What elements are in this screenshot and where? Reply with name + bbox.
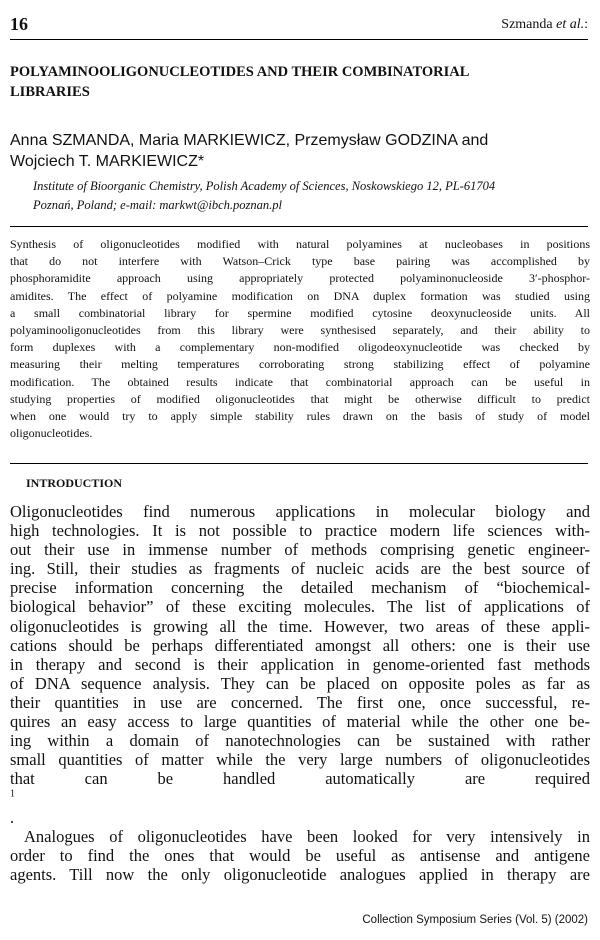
body-line: ing within a domain of nanotechnologies can be sustained with rather	[10, 731, 590, 751]
running-head	[10, 14, 588, 38]
paper-title	[10, 62, 590, 102]
body-line: precise information concerning the detailed mechanism of “biochemical-	[10, 578, 590, 598]
body-line: Oligonucleotides find numerous applications in molecular biology and	[10, 502, 590, 521]
affiliation-line: Institute of Bioorganic Chemistry, Polish Academy of Sciences, Noskowskiego 12, PL-61704	[33, 179, 496, 193]
abstract-line: measuring their melting temperatures corroborating strong stabilizing effect of polyamine	[10, 357, 590, 372]
abstract	[10, 236, 590, 442]
abstract-line: amidites. The effect of polyamine modification on DNA duplex formation was studied using	[10, 288, 590, 303]
abstract-line: oligonucleotides.	[10, 426, 93, 441]
body-line: quires an easy access to large quantities of material while the other one be-	[10, 712, 590, 732]
body-line: in therapy and second is their application in genome-oriented fast methods	[10, 654, 590, 674]
reference-marker[interactable]: 1	[10, 788, 15, 800]
paper-title-line: POLYAMINOOLIGONUCLEOTIDES AND THEIR COMBINATORIAL	[10, 64, 470, 80]
body-line: ing. Still, their studies as fragments of nucleic acids are the best source of	[10, 559, 590, 579]
running-author-etal: et al.	[552, 17, 585, 32]
abstract-line: modification. The obtained results indicate that combinatorial approach can be useful in	[10, 374, 590, 389]
abstract-top-rule	[10, 226, 588, 227]
affiliation-line: Poznań, Poland; e-mail: markwt@ibch.poznan.pl	[33, 198, 282, 212]
abstract-line: form duplexes with a complementary non-modified oligodeoxynucleotide was checked by	[10, 340, 590, 355]
body-line: out their use in immense number of methods comprising genetic engineer-	[10, 540, 590, 560]
running-author-name: Szmanda	[501, 17, 553, 32]
body-line: high technologies. It is not possible to practice modern life sciences with-	[10, 521, 590, 541]
body-line: order to find the ones that would be useful as antisense and antigene	[10, 845, 590, 865]
abstract-bottom-rule	[10, 463, 588, 464]
introduction-body	[10, 502, 590, 884]
paper-title-line: LIBRARIES	[10, 84, 90, 100]
body-line: of DNA sequence analysis. They can be placed on opposite poles as far as	[10, 673, 590, 693]
body-line-text: that can be handled automatically are required	[10, 769, 590, 789]
body-line-punctuation: .	[10, 807, 15, 827]
running-author-colon: :	[584, 17, 588, 32]
body-line: Analogues of oligonucleotides have been looked for very intensively in	[24, 826, 590, 846]
body-line: their quantities in use are concerned. The first one, once successful, re-	[10, 692, 590, 712]
author-line: Anna SZMANDA, Maria MARKIEWICZ, Przemysław GODZINA and	[10, 132, 489, 149]
body-line: biological behavior” of these exciting molecules. The list of applications of	[10, 597, 590, 617]
running-author	[501, 17, 588, 33]
abstract-line: that do not interfere with Watson–Crick type base pairing was accomplished by	[10, 254, 590, 269]
author-line: Wojciech T. MARKIEWICZ*	[10, 153, 205, 170]
footer-series: Collection Symposium Series (Vol. 5) (2002)	[362, 914, 588, 926]
abstract-line: Synthesis of oligonucleotides modified with natural polyamines at nucleobases in positions	[10, 237, 590, 251]
header-rule	[10, 39, 588, 40]
abstract-line: phosphoramidite approach using appropriately protected polyaminonucleoside 3′-phosphor-	[10, 271, 590, 286]
author-list	[10, 130, 590, 172]
page-number: 16	[10, 14, 28, 34]
abstract-line: studying properties of modified oligonucleotides that might be otherwise difficult to predict	[10, 391, 590, 406]
body-line: agents. Till now the only oligonucleotide analogues applied in therapy are	[10, 864, 590, 884]
abstract-line: when one would try to apply simple stability rules drawn on the basis of study of model	[10, 409, 590, 424]
body-line: oligonucleotides is growing all the time. However, two areas of these appli-	[10, 616, 590, 636]
section-heading-introduction: INTRODUCTION	[26, 476, 123, 490]
abstract-line: polyaminooligonucleotides from this library were synthesised separately, and their ability to	[10, 323, 590, 338]
affiliation	[33, 177, 593, 215]
body-line: cations should be perhaps differentiated amongst all others: one is their use	[10, 635, 590, 655]
body-line: small quantities of matter while the very large numbers of oligonucleotides	[10, 750, 590, 770]
body-line-with-reference	[10, 769, 590, 826]
abstract-line: a small combinatorial library for spermine modified cytosine deoxynucleoside units. All	[10, 305, 590, 320]
